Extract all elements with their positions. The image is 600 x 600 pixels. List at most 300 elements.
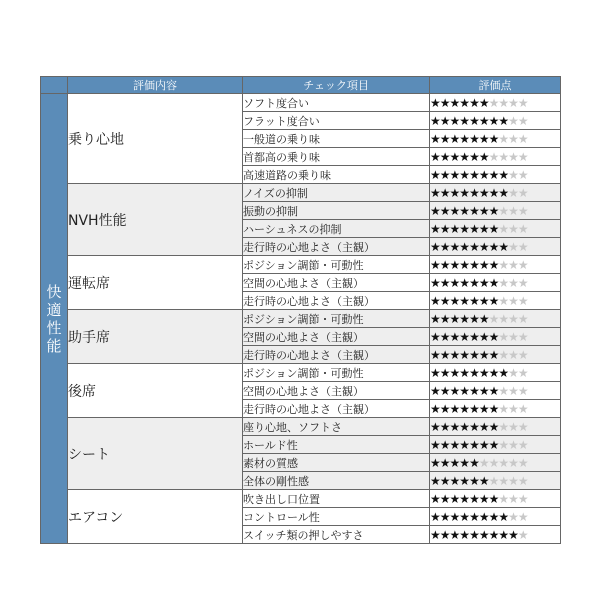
star-filled-icon: ★ (478, 419, 489, 434)
star-filled-icon: ★ (430, 347, 440, 362)
star-filled-icon: ★ (449, 347, 460, 362)
star-rating (430, 418, 561, 436)
star-filled-icon: ★ (439, 401, 450, 416)
star-empty-icon: ★ (488, 149, 499, 164)
star-filled-icon: ★ (488, 401, 499, 416)
star-filled-icon: ★ (430, 293, 440, 308)
star-filled-icon: ★ (498, 365, 509, 380)
star-empty-icon: ★ (517, 311, 528, 326)
star-empty-icon: ★ (508, 437, 518, 452)
star-empty-icon: ★ (517, 473, 528, 488)
star-filled-icon: ★ (439, 257, 450, 272)
star-filled-icon: ★ (469, 509, 479, 524)
star-filled-icon: ★ (430, 365, 440, 380)
star-empty-icon: ★ (517, 221, 528, 236)
star-empty-icon: ★ (508, 311, 518, 326)
star-filled-icon: ★ (488, 509, 499, 524)
star-filled-icon: ★ (488, 131, 499, 146)
star-empty-icon: ★ (498, 257, 509, 272)
star-filled-icon: ★ (469, 455, 479, 470)
star-filled-icon: ★ (498, 185, 509, 200)
star-filled-icon: ★ (439, 347, 450, 362)
star-filled-icon: ★ (459, 167, 470, 182)
star-empty-icon: ★ (498, 221, 509, 236)
star-empty-icon: ★ (488, 455, 499, 470)
star-filled-icon: ★ (488, 419, 499, 434)
star-filled-icon: ★ (449, 203, 460, 218)
table-row (41, 364, 561, 382)
category-label: 乗り心地 (68, 94, 243, 184)
star-empty-icon: ★ (508, 221, 518, 236)
star-filled-icon: ★ (459, 383, 470, 398)
star-empty-icon: ★ (508, 347, 518, 362)
star-empty-icon: ★ (498, 149, 509, 164)
star-empty-icon: ★ (498, 293, 509, 308)
star-filled-icon: ★ (439, 149, 450, 164)
star-empty-icon: ★ (517, 167, 528, 182)
table-row (41, 310, 561, 328)
star-filled-icon: ★ (430, 311, 440, 326)
star-empty-icon: ★ (498, 275, 509, 290)
star-empty-icon: ★ (517, 383, 528, 398)
star-filled-icon: ★ (478, 329, 489, 344)
star-filled-icon: ★ (439, 419, 450, 434)
star-filled-icon: ★ (478, 185, 489, 200)
star-empty-icon: ★ (498, 473, 509, 488)
star-filled-icon: ★ (498, 113, 509, 128)
star-empty-icon: ★ (498, 419, 509, 434)
star-filled-icon: ★ (430, 185, 440, 200)
star-filled-icon: ★ (498, 167, 509, 182)
star-empty-icon: ★ (498, 329, 509, 344)
star-filled-icon: ★ (469, 491, 479, 506)
star-filled-icon: ★ (439, 365, 450, 380)
star-filled-icon: ★ (439, 239, 450, 254)
star-filled-icon: ★ (498, 527, 509, 542)
star-rating (430, 454, 561, 472)
category-label: 運転席 (68, 256, 243, 310)
star-filled-icon: ★ (439, 203, 450, 218)
section-label (41, 94, 68, 544)
star-filled-icon: ★ (449, 221, 460, 236)
check-item-label: 全体の剛性感 (243, 472, 430, 490)
star-filled-icon: ★ (459, 275, 470, 290)
star-filled-icon: ★ (478, 293, 489, 308)
star-empty-icon: ★ (498, 455, 509, 470)
star-filled-icon: ★ (469, 311, 479, 326)
star-empty-icon: ★ (498, 203, 509, 218)
star-filled-icon: ★ (459, 239, 470, 254)
star-rating (430, 526, 561, 544)
star-filled-icon: ★ (449, 311, 460, 326)
star-rating (430, 508, 561, 526)
star-filled-icon: ★ (478, 347, 489, 362)
star-filled-icon: ★ (430, 113, 440, 128)
star-filled-icon: ★ (449, 149, 460, 164)
star-filled-icon: ★ (430, 131, 440, 146)
star-rating (430, 256, 561, 274)
check-item-label: スイッチ類の押しやすさ (243, 526, 430, 544)
star-filled-icon: ★ (459, 95, 470, 110)
star-filled-icon: ★ (478, 527, 489, 542)
star-filled-icon: ★ (459, 185, 470, 200)
star-filled-icon: ★ (430, 149, 440, 164)
star-empty-icon: ★ (508, 455, 518, 470)
star-filled-icon: ★ (478, 257, 489, 272)
star-filled-icon: ★ (439, 167, 450, 182)
star-empty-icon: ★ (498, 347, 509, 362)
star-filled-icon: ★ (439, 383, 450, 398)
star-filled-icon: ★ (488, 365, 499, 380)
star-filled-icon: ★ (478, 383, 489, 398)
star-filled-icon: ★ (469, 131, 479, 146)
star-rating (430, 238, 561, 256)
star-empty-icon: ★ (517, 203, 528, 218)
rating-table (40, 76, 561, 544)
star-filled-icon: ★ (488, 185, 499, 200)
star-empty-icon: ★ (517, 257, 528, 272)
star-filled-icon: ★ (478, 275, 489, 290)
check-item-label: 走行時の心地よさ（主観） (243, 292, 430, 310)
star-filled-icon: ★ (478, 221, 489, 236)
star-filled-icon: ★ (488, 293, 499, 308)
star-filled-icon: ★ (459, 329, 470, 344)
star-empty-icon: ★ (517, 239, 528, 254)
star-filled-icon: ★ (469, 221, 479, 236)
star-rating (430, 292, 561, 310)
star-filled-icon: ★ (469, 365, 479, 380)
star-filled-icon: ★ (430, 167, 440, 182)
star-filled-icon: ★ (478, 473, 489, 488)
table-row (41, 184, 561, 202)
star-filled-icon: ★ (459, 311, 470, 326)
star-filled-icon: ★ (488, 239, 499, 254)
star-empty-icon: ★ (508, 473, 518, 488)
star-filled-icon: ★ (488, 275, 499, 290)
check-item-label: ハーシュネスの抑制 (243, 220, 430, 238)
star-filled-icon: ★ (469, 419, 479, 434)
star-filled-icon: ★ (449, 419, 460, 434)
star-filled-icon: ★ (430, 455, 440, 470)
star-empty-icon: ★ (508, 95, 518, 110)
star-filled-icon: ★ (469, 527, 479, 542)
check-item-label: 素材の質感 (243, 454, 430, 472)
star-filled-icon: ★ (430, 437, 440, 452)
star-empty-icon: ★ (517, 131, 528, 146)
check-item-label: 吹き出し口位置 (243, 490, 430, 508)
category-label: エアコン (68, 490, 243, 544)
star-filled-icon: ★ (439, 311, 450, 326)
star-rating (430, 274, 561, 292)
star-filled-icon: ★ (478, 509, 489, 524)
star-filled-icon: ★ (439, 491, 450, 506)
star-filled-icon: ★ (459, 455, 470, 470)
star-filled-icon: ★ (449, 473, 460, 488)
check-item-label: ポジション調節・可動性 (243, 310, 430, 328)
star-rating (430, 148, 561, 166)
star-filled-icon: ★ (439, 473, 450, 488)
star-filled-icon: ★ (498, 239, 509, 254)
star-filled-icon: ★ (449, 257, 460, 272)
check-item-label: ホールド性 (243, 436, 430, 454)
star-empty-icon: ★ (517, 491, 528, 506)
star-empty-icon: ★ (508, 131, 518, 146)
star-filled-icon: ★ (459, 401, 470, 416)
star-filled-icon: ★ (439, 527, 450, 542)
star-empty-icon: ★ (508, 491, 518, 506)
header-row (41, 77, 561, 94)
star-empty-icon: ★ (517, 401, 528, 416)
star-empty-icon: ★ (517, 95, 528, 110)
star-rating (430, 400, 561, 418)
star-empty-icon: ★ (517, 293, 528, 308)
star-rating (430, 220, 561, 238)
star-filled-icon: ★ (478, 491, 489, 506)
star-filled-icon: ★ (459, 347, 470, 362)
star-filled-icon: ★ (488, 347, 499, 362)
star-filled-icon: ★ (430, 239, 440, 254)
star-filled-icon: ★ (469, 437, 479, 452)
category-label: 後席 (68, 364, 243, 418)
star-filled-icon: ★ (488, 383, 499, 398)
star-filled-icon: ★ (488, 527, 499, 542)
star-empty-icon: ★ (517, 275, 528, 290)
star-filled-icon: ★ (430, 473, 440, 488)
star-empty-icon: ★ (508, 365, 518, 380)
star-filled-icon: ★ (488, 437, 499, 452)
star-empty-icon: ★ (517, 185, 528, 200)
star-filled-icon: ★ (439, 221, 450, 236)
star-filled-icon: ★ (430, 203, 440, 218)
star-filled-icon: ★ (469, 149, 479, 164)
star-empty-icon: ★ (508, 383, 518, 398)
star-filled-icon: ★ (439, 293, 450, 308)
star-filled-icon: ★ (469, 185, 479, 200)
star-filled-icon: ★ (478, 365, 489, 380)
section-label-text: 快適性能 (46, 282, 62, 355)
star-filled-icon: ★ (449, 365, 460, 380)
star-empty-icon: ★ (508, 293, 518, 308)
table-row (41, 94, 561, 112)
star-filled-icon: ★ (430, 419, 440, 434)
star-filled-icon: ★ (488, 257, 499, 272)
star-filled-icon: ★ (459, 221, 470, 236)
star-filled-icon: ★ (459, 149, 470, 164)
star-filled-icon: ★ (449, 275, 460, 290)
star-filled-icon: ★ (478, 437, 489, 452)
header-category: 評価内容 (68, 77, 243, 94)
star-filled-icon: ★ (459, 203, 470, 218)
star-rating (430, 166, 561, 184)
star-filled-icon: ★ (449, 509, 460, 524)
star-filled-icon: ★ (439, 95, 450, 110)
star-filled-icon: ★ (459, 257, 470, 272)
star-filled-icon: ★ (478, 203, 489, 218)
star-rating (430, 472, 561, 490)
star-filled-icon: ★ (430, 275, 440, 290)
star-filled-icon: ★ (430, 383, 440, 398)
star-rating (430, 346, 561, 364)
star-filled-icon: ★ (449, 185, 460, 200)
star-filled-icon: ★ (459, 437, 470, 452)
star-filled-icon: ★ (478, 149, 489, 164)
check-item-label: 振動の抑制 (243, 202, 430, 220)
table-row (41, 490, 561, 508)
star-empty-icon: ★ (508, 257, 518, 272)
star-empty-icon: ★ (498, 131, 509, 146)
star-filled-icon: ★ (459, 527, 470, 542)
star-filled-icon: ★ (439, 509, 450, 524)
star-filled-icon: ★ (439, 275, 450, 290)
header-item: チェック項目 (243, 77, 430, 94)
star-empty-icon: ★ (498, 311, 509, 326)
star-empty-icon: ★ (508, 113, 518, 128)
star-empty-icon: ★ (517, 347, 528, 362)
star-empty-icon: ★ (517, 113, 528, 128)
header-score: 評価点 (430, 77, 561, 94)
star-filled-icon: ★ (459, 131, 470, 146)
star-filled-icon: ★ (478, 401, 489, 416)
star-filled-icon: ★ (469, 275, 479, 290)
star-filled-icon: ★ (459, 365, 470, 380)
star-filled-icon: ★ (469, 95, 479, 110)
star-filled-icon: ★ (469, 347, 479, 362)
check-item-label: 走行時の心地よさ（主観） (243, 238, 430, 256)
check-item-label: フラット度合い (243, 112, 430, 130)
star-filled-icon: ★ (430, 509, 440, 524)
star-filled-icon: ★ (449, 455, 460, 470)
check-item-label: 空間の心地よさ（主観） (243, 328, 430, 346)
star-filled-icon: ★ (459, 491, 470, 506)
star-rating (430, 184, 561, 202)
star-empty-icon: ★ (517, 437, 528, 452)
star-rating (430, 94, 561, 112)
star-filled-icon: ★ (478, 167, 489, 182)
star-filled-icon: ★ (430, 95, 440, 110)
star-rating (430, 364, 561, 382)
star-filled-icon: ★ (449, 437, 460, 452)
star-empty-icon: ★ (498, 383, 509, 398)
category-label: 助手席 (68, 310, 243, 364)
star-empty-icon: ★ (508, 239, 518, 254)
header-group (41, 77, 68, 94)
star-rating (430, 310, 561, 328)
star-filled-icon: ★ (488, 329, 499, 344)
star-filled-icon: ★ (488, 113, 499, 128)
check-item-label: 一般道の乗り味 (243, 130, 430, 148)
star-filled-icon: ★ (469, 383, 479, 398)
star-empty-icon: ★ (498, 437, 509, 452)
star-filled-icon: ★ (469, 113, 479, 128)
star-filled-icon: ★ (469, 473, 479, 488)
star-rating (430, 202, 561, 220)
category-label: NVH性能 (68, 184, 243, 256)
star-filled-icon: ★ (488, 167, 499, 182)
star-filled-icon: ★ (469, 329, 479, 344)
star-filled-icon: ★ (459, 473, 470, 488)
check-item-label: ソフト度合い (243, 94, 430, 112)
star-empty-icon: ★ (488, 473, 499, 488)
star-empty-icon: ★ (508, 509, 518, 524)
star-empty-icon: ★ (517, 527, 528, 542)
star-filled-icon: ★ (430, 401, 440, 416)
star-filled-icon: ★ (459, 419, 470, 434)
star-empty-icon: ★ (508, 275, 518, 290)
star-filled-icon: ★ (439, 437, 450, 452)
star-filled-icon: ★ (469, 401, 479, 416)
category-label: シート (68, 418, 243, 490)
star-filled-icon: ★ (430, 221, 440, 236)
star-empty-icon: ★ (517, 329, 528, 344)
star-filled-icon: ★ (469, 203, 479, 218)
star-filled-icon: ★ (439, 329, 450, 344)
star-filled-icon: ★ (430, 329, 440, 344)
star-empty-icon: ★ (508, 167, 518, 182)
star-filled-icon: ★ (430, 527, 440, 542)
star-empty-icon: ★ (508, 185, 518, 200)
star-filled-icon: ★ (449, 401, 460, 416)
star-empty-icon: ★ (517, 419, 528, 434)
star-filled-icon: ★ (449, 95, 460, 110)
star-filled-icon: ★ (478, 131, 489, 146)
star-filled-icon: ★ (449, 131, 460, 146)
star-filled-icon: ★ (439, 455, 450, 470)
check-item-label: 走行時の心地よさ（主観） (243, 400, 430, 418)
star-filled-icon: ★ (469, 239, 479, 254)
star-filled-icon: ★ (508, 527, 518, 542)
star-filled-icon: ★ (478, 311, 489, 326)
star-filled-icon: ★ (430, 257, 440, 272)
star-filled-icon: ★ (449, 167, 460, 182)
star-filled-icon: ★ (469, 167, 479, 182)
star-filled-icon: ★ (449, 491, 460, 506)
star-empty-icon: ★ (508, 401, 518, 416)
star-rating (430, 490, 561, 508)
star-empty-icon: ★ (517, 365, 528, 380)
star-filled-icon: ★ (449, 113, 460, 128)
check-item-label: ポジション調節・可動性 (243, 364, 430, 382)
star-filled-icon: ★ (488, 221, 499, 236)
check-item-label: 空間の心地よさ（主観） (243, 274, 430, 292)
table-row (41, 418, 561, 436)
star-filled-icon: ★ (469, 293, 479, 308)
star-empty-icon: ★ (488, 311, 499, 326)
star-filled-icon: ★ (430, 491, 440, 506)
star-filled-icon: ★ (478, 95, 489, 110)
star-empty-icon: ★ (517, 149, 528, 164)
star-filled-icon: ★ (449, 239, 460, 254)
check-item-label: ポジション調節・可動性 (243, 256, 430, 274)
star-rating (430, 382, 561, 400)
star-filled-icon: ★ (498, 509, 509, 524)
star-empty-icon: ★ (508, 329, 518, 344)
table-row (41, 256, 561, 274)
check-item-label: 高速道路の乗り味 (243, 166, 430, 184)
star-filled-icon: ★ (439, 113, 450, 128)
star-filled-icon: ★ (449, 329, 460, 344)
star-empty-icon: ★ (508, 419, 518, 434)
star-filled-icon: ★ (488, 203, 499, 218)
check-item-label: 走行時の心地よさ（主観） (243, 346, 430, 364)
star-empty-icon: ★ (478, 455, 489, 470)
star-rating (430, 130, 561, 148)
star-empty-icon: ★ (508, 203, 518, 218)
check-item-label: 首都高の乗り味 (243, 148, 430, 166)
star-filled-icon: ★ (459, 293, 470, 308)
star-filled-icon: ★ (488, 491, 499, 506)
table-body (41, 94, 561, 544)
star-rating (430, 112, 561, 130)
